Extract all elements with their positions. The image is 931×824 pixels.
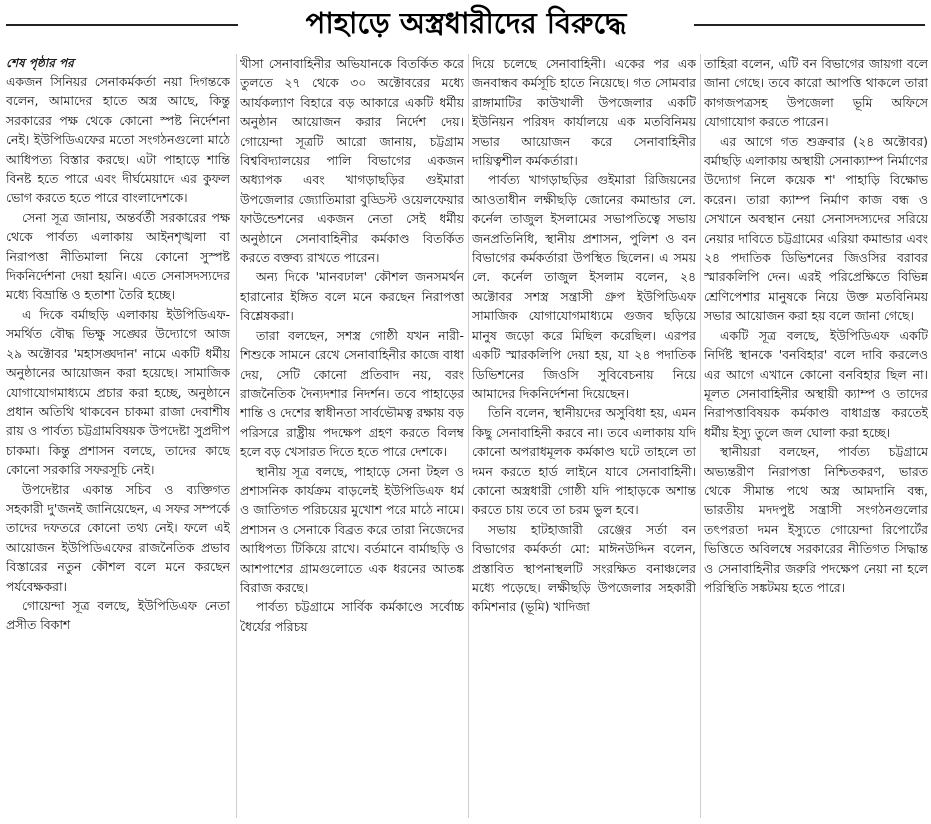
column-divider bbox=[700, 54, 701, 818]
column-divider bbox=[236, 54, 237, 818]
paragraph: স্থানীয়রা বলছেন, পার্বত্য চট্টগ্রামে অভ্যন্তরীণ নিরাপত্তা নিশ্চিতকরণ, ভারত থেকে সীমান্ত পথে অস্ত্র আমদানি বন্ধ, ভারতীয় মদদপুষ্ট সন্ত্রাসী সংগঠনগুলোর তৎপরতা দমন ইস্যুতে গোয়েন্দা রিপোর্টের ভিত্তিতে অবিলম্বে সরকারের নীতিগত সিদ্ধান্ত ও সেনাবাহিনীর জরুরি পদক্ষেপ নেয়া না হলে পরিস্থিতি সঙ্কটময় হতে পারে। bbox=[704, 444, 928, 595]
column-divider bbox=[468, 54, 469, 818]
headline-rule-right bbox=[694, 24, 925, 26]
article-column-2 bbox=[240, 54, 464, 818]
paragraph: তিনি বলেন, স্থানীয়দের অসুবিধা হয়, এমন কিছু সেনাবাহিনী করবে না। তবে এলাকায় যদি কোনো অপরাধমূলক কর্মকাণ্ড ঘটে তাহলে তা দমন করতে হার্ড লাইনে যাবে সেনাবাহিনী। কোনো অস্ত্রধারী গোষ্ঠী যদি পাহাড়কে অশান্ত করতে চায় তবে তা চরম ভুল হবে। bbox=[472, 405, 696, 518]
paragraph: একজন সিনিয়র সেনাকর্মকর্তা নয়া দিগন্তকে বলেন, আমাদের হাতে অস্ত্র আছে, কিন্তু সরকারের পক্ষ থেকে কোনো স্পষ্ট নির্দেশনা নেই। ইউপিডিএফের মতো সংগঠনগুলো মাঠে আধিপত্য বিস্তার করছে। এটা পাহাড়ে শান্তি বিনষ্ট হতে পারে এবং দীর্ঘমেয়াদে এর কুফল ভোগ করতে হতে পারে বাংলাদেশকে। bbox=[6, 74, 230, 206]
article-column-4 bbox=[704, 54, 928, 818]
paragraph: তারা বলছেন, সশস্ত্র গোষ্ঠী যখন নারী-শিশুকে সামনে রেখে সেনাবাহিনীর কাজে বাধা দেয়, সেটি কোনো প্রতিবাদ নয়, বরং রাজনৈতিক দৈন্যদশার নিদর্শন। তবে পাহাড়ের শান্তি ও দেশের স্বাধীনতা সার্বভৌমত্ব রক্ষায় বড় পরিসরে রাষ্ট্রীয় পদক্ষেপ গ্রহণ করতে বিলম্ব হলে বড় খেসারত দিতে হতে পারে দেশকে। bbox=[240, 327, 464, 460]
paragraph: দিয়ে চলেছে সেনাবাহিনী। একের পর এক জনবান্ধব কর্মসূচি হাতে নিয়েছে। গত সোমবার রাঙ্গামাটির কাউখালী উপজেলার একটি ইউনিয়ন পরিষদ কার্যালয়ে এক মতবিনিময় সভার আয়োজন করে সেনাবাহিনীর দায়িত্বশীল কর্মকর্তারা। bbox=[472, 56, 696, 169]
headline-rule-left bbox=[6, 24, 238, 26]
paragraph: এর আগে গত শুক্রবার (২৪ অক্টোবর) বর্মাছড়ি এলাকায় অস্থায়ী সেনাক্যাম্প নির্মাণের উদ্যোগ নিলে কয়েক শ' পাহাড়ি বিক্ষোভ করেন। তারা ক্যাম্প নির্মাণ কাজ বন্ধ ও সেখানে অবস্থান নেয়া সেনাসদস্যদের সরিয়ে নেয়ার দাবিতে চট্টগ্রামের এরিয়া কমান্ডার এবং ২৪ পদাতিক ডিভিশনের জিওসির বরাবর স্মারকলিপি দেন। এরই পরিপ্রেক্ষিতে বিভিন্ন শ্রেণিপেশার মানুষকে নিয়ে উক্ত মতবিনিময় সভার আয়োজন করা হয় বলে জানা গেছে। bbox=[704, 133, 928, 324]
paragraph: অন্য দিকে 'মানবঢাল' কৌশল জনসমর্থন হারানোর ইঙ্গিত বলে মনে করছেন নিরাপত্তা বিশ্লেষকরা। bbox=[240, 269, 464, 324]
paragraph: উপদেষ্টার একান্ত সচিব ও ব্যক্তিগত সহকারী দু'জনই জানিয়েছেন, এ সফর সম্পর্কে তাদের দফতরে কোনো তথ্য নেই। ফলে এই আয়োজন ইউপিডিএফের রাজনৈতিক প্রভাব বিস্তারের নতুন কৌশল বলে মনে করছেন পর্যবেক্ষকরা। bbox=[6, 481, 230, 594]
paragraph: তাহিরা বলেন, এটি বন বিভাগের জায়গা বলে জানা গেছে। তবে কারো আপত্তি থাকলে তারা কাগজপত্রসহ উপজেলা ভূমি অফিসে যোগাযোগ করতে পারেন। bbox=[704, 56, 928, 130]
paragraph: স্থানীয় সূত্র বলছে, পাহাড়ে সেনা টহল ও প্রশাসনিক কার্যক্রম বাড়লেই ইউপিডিএফ ধর্ম ও জাতিগত পরিচয়ের মুখোশ পরে মাঠে নামে। প্রশাসন ও সেনাকে বিব্রত করে তারা নিজেদের আধিপত্য টিকিয়ে রাখে। বর্তমানে বার্মাছড়ি ও আশপাশের গ্রামগুলোতে এক ধরনের আতঙ্ক বিরাজ করছে। bbox=[240, 463, 464, 595]
paragraph: এ দিকে বর্মাছড়ি এলাকায় ইউপিডিএফ-সমর্থিত বৌদ্ধ ভিক্ষু সঙ্ঘের উদ্যোগে আজ ২৯ অক্টোবর 'মহাসঙ্ঘদান' নামে একটি ধর্মীয় অনুষ্ঠানের আয়োজন করা হয়েছে। সামাজিক যোগাযোগমাধ্যমে প্রচার করা হচ্ছে, অনুষ্ঠানে প্রধান অতিথি থাকবেন চাকমা রাজা দেবাশীষ রায় ও পার্বত্য চট্টগ্রামবিষয়ক উপদেষ্টা সুপ্রদীপ চাকমা। কিন্তু প্রশাসন বলছে, তাদের কাছে কোনো সরকারি সফরসূচি নেই। bbox=[6, 306, 230, 478]
paragraph: সেনা সূত্র জানায়, অন্তর্বর্তী সরকারের পক্ষ থেকে পার্বত্য এলাকায় আইনশৃঙ্খলা বা নিরাপত্তা নীতিমালা নিয়ে কোনো সুস্পষ্ট দিকনির্দেশনা দেয়া হয়নি। এতে সেনাসদস্যদের মধ্যে বিভ্রান্তি ও হতাশা তৈরি হচ্ছে। bbox=[6, 209, 230, 303]
paragraph: গোয়েন্দা সূত্র বলছে, ইউপিডিএফ নেতা প্রসীত বিকাশ bbox=[6, 597, 230, 633]
article-column-1 bbox=[6, 54, 230, 818]
paragraph: সভায় হাটহাজারী রেঞ্জের সর্তা বন বিভাগের কর্মকর্তা মো: মাঈনউদ্দিন বলেন, প্রস্তাবিত স্থাপনাস্থলটি সংরক্ষিত বনাঞ্চলের মধ্যে পড়েছে। লক্ষীছড়ি উপজেলার সহকারী কমিশনার (ভূমি) খাদিজা bbox=[472, 521, 696, 615]
continuation-kicker: শেষ পৃষ্ঠার পর bbox=[6, 56, 74, 70]
paragraph: একটি সূত্র বলছে, ইউপিডিএফ একটি নির্দিষ্ট স্থানকে 'বনবিহার' বলে দাবি করলেও এর আগে এখানে কোনো বনবিহার ছিল না। মূলত সেনাবাহিনীর অস্থায়ী ক্যাম্প ও তাদের নিরাপত্তাবিষয়ক কর্মকাণ্ড বাধাগ্রস্ত করতেই ধর্মীয় ইস্যু তুলে জল ঘোলা করা হচ্ছে। bbox=[704, 327, 928, 440]
headline-banner bbox=[0, 0, 931, 50]
paragraph: পার্বত্য চট্টগ্রামে সার্বিক কর্মকাণ্ডে সর্বোচ্চ ধৈর্যের পরিচয় bbox=[240, 599, 464, 634]
paragraph: খীসা সেনাবাহিনীর অভিযানকে বিতর্কিত করে তুলতে ২৭ থেকে ৩০ অক্টোবরের মধ্যে আর্যকল্যাণ বিহারে বড় আকারে একটি ধর্মীয় অনুষ্ঠান আয়োজন করার নির্দেশ দেয়। গোয়েন্দা সূত্রটি আরো জানায়, চট্টগ্রাম বিশ্ববিদ্যালয়ের পালি বিভাগের একজন অধ্যাপক এবং খাগড়াছড়ির গুইমারা উপজেলার জ্যোতিমারা বুড্ডিস্ট ওয়েলফেয়ার ফাউন্ডেশনের একজন নেতা সেই ধর্মীয় অনুষ্ঠানে সেনাবাহিনীর কর্মকাণ্ড বিতর্কিত করতে বক্তব্য রাখতে পারেন। bbox=[240, 56, 464, 266]
paragraph: পার্বত্য খাগড়াছড়ির গুইমারা রিজিয়নের আওতাধীন লক্ষীছড়ি জোনের কমান্ডার লে. কর্নেল তাজুল ইসলামের সভাপতিত্বে সভায় জনপ্রতিনিধি, স্থানীয় প্রশাসন, পুলিশ ও বন বিভাগের কর্মকর্তারা উপস্থিত ছিলেন। এ সময় লে. কর্নেল তাজুল ইসলাম বলেন, ২৪ অক্টোবর সশস্ত্র সন্ত্রাসী গ্রুপ ইউপিডিএফ সামাজিক যোগাযোগমাধ্যমে গুজব ছড়িয়ে মানুষ জড়ো করে মিছিল করেছিল। এরপর একটি স্মারকলিপি দেয়া হয়, যা ২৪ পদাতিক ডিভিশনের জিওসি সুবিবেচনায় নিয়ে আমাদের দিকনির্দেশনা দিয়েছেন। bbox=[472, 172, 696, 401]
article-column-3 bbox=[472, 54, 696, 818]
headline: পাহাড়ে অস্ত্রধারীদের বিরুদ্ধে bbox=[305, 6, 627, 40]
